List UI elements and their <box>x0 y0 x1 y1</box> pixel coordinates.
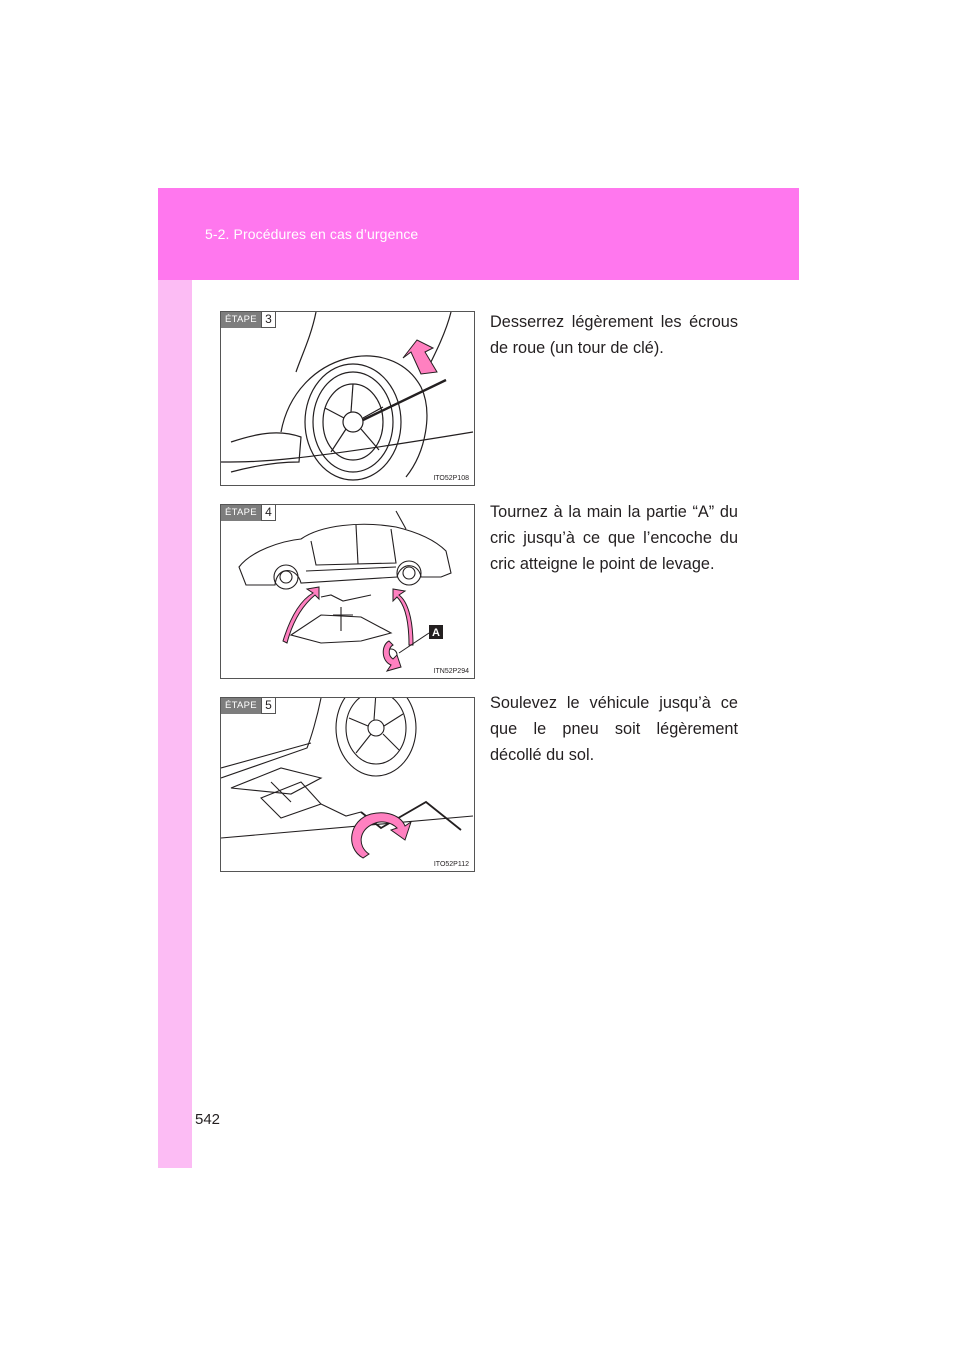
step-number: 5 <box>261 698 276 714</box>
page-number: 542 <box>195 1111 221 1128</box>
step-word: ÉTAPE <box>221 312 261 328</box>
figure-code: ITO52P112 <box>433 861 469 868</box>
step-3-illustration <box>220 311 475 486</box>
step-word: ÉTAPE <box>221 505 261 521</box>
step-5-illustration <box>220 697 475 872</box>
step-word: ÉTAPE <box>221 698 261 714</box>
wheel-nut-loosening-drawing <box>221 312 474 485</box>
step-number: 3 <box>261 312 276 328</box>
step-3-text: Desserrez légèrement les écrous de roue (un tour de clé). <box>490 313 738 357</box>
step-3-badge <box>221 312 276 328</box>
figure-code: ITN52P294 <box>433 668 469 675</box>
step-5-badge <box>221 698 276 714</box>
step-4-text: Tournez à la main la partie “A” du cric jusqu’à ce que l’encoche du cric atteigne le point de levage. <box>490 503 738 573</box>
step-number: 4 <box>261 505 276 521</box>
step-4-illustration <box>220 504 475 679</box>
section-title: 5-2. Procédures en cas d’urgence <box>205 226 419 242</box>
step-5-text: Soulevez le véhicule jusqu’à ce que le pneu soit légèrement décollé du sol. <box>490 694 738 764</box>
figure-code: ITO52P108 <box>433 475 469 482</box>
side-band <box>158 280 192 1168</box>
step-4-badge <box>221 505 276 521</box>
callout-label-a: A <box>432 627 440 639</box>
vehicle-lifting-drawing <box>221 698 474 871</box>
car-jack-positioning-drawing <box>221 505 474 678</box>
